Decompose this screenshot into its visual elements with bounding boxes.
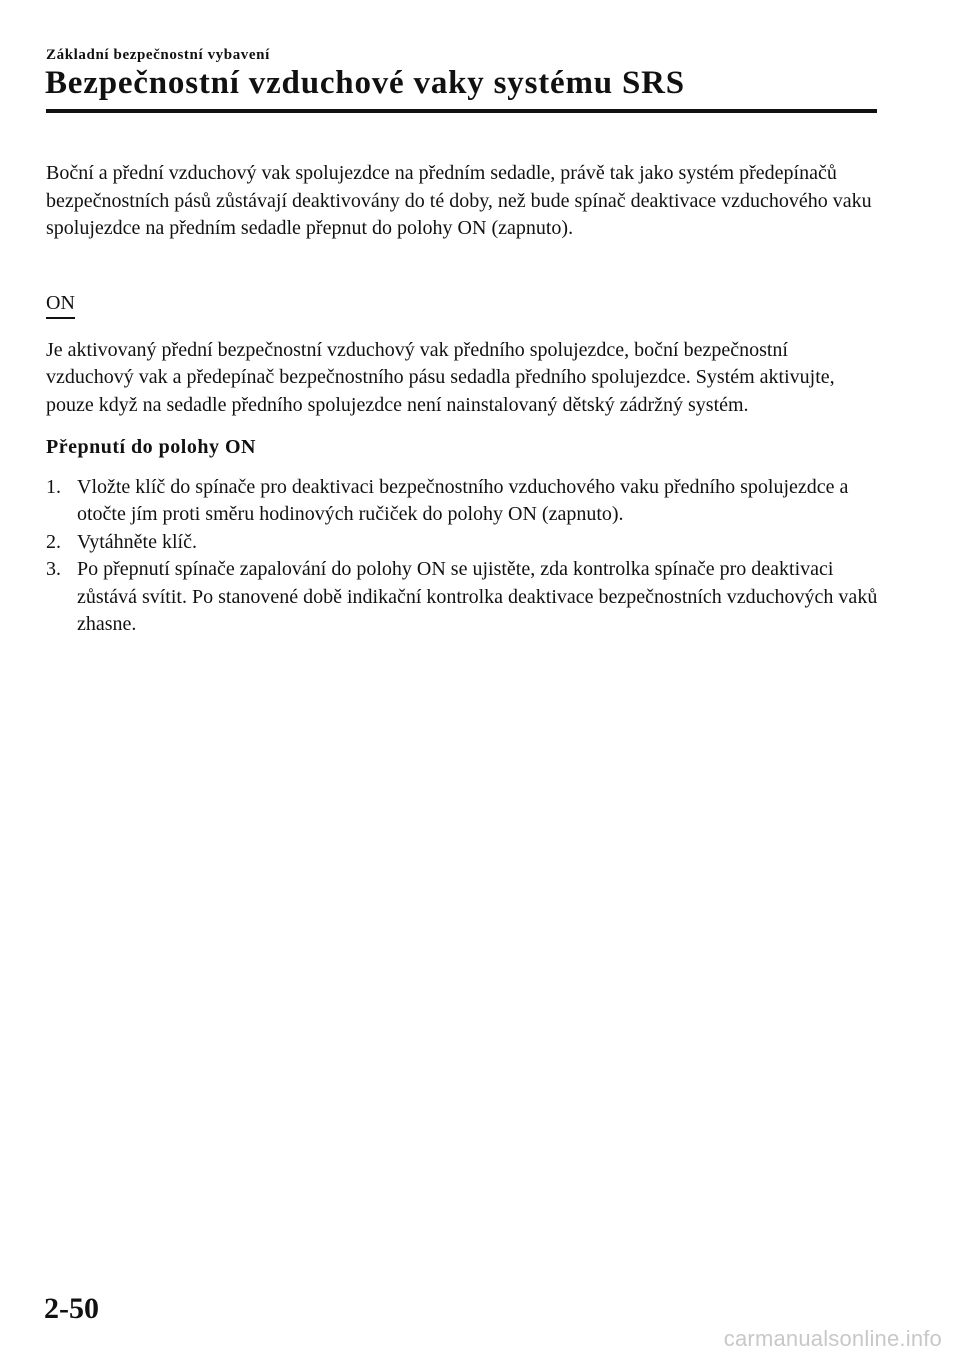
page-content [46,160,878,639]
on-heading: ON [46,291,75,319]
section-label: Základní bezpečnostní vybavení [46,47,270,63]
step-number: 2. [46,530,61,553]
intro-paragraph: Boční a přední vzduchový vak spolujezdce na předním sedadle, právě tak jako systém předepínačů bezpečnostních pásů zůstávají deaktivovány do té doby, než bude spínač deaktivace vzduchového vaku spolujezdce na předním sedadle přepnut do polohy ON (zapnuto). [46,162,872,239]
step-item [46,556,878,639]
procedure-heading: Přepnutí do polohy ON [46,436,256,458]
title-rule [46,109,877,113]
on-description: Je aktivovaný přední bezpečnostní vzduchový vak předního spolujezdce, boční bezpečnostní vzduchový vak a předepínač bezpečnostního pásu sedadla předního spolujezdce. Systém aktivujte, pouze když na sedadle předního spolujezdce není nainstalovaný dětský zádržný systém. [46,338,835,416]
step-text: Po přepnutí spínače zapalování do polohy ON se ujistěte, zda kontrolka spínače pro deaktivaci zůstává svítit. Po stanovené době indikační kontrolka deaktivace bezpečnostních vzduchových vaků zhasne. [77,558,878,635]
step-number: 1. [46,475,61,498]
page-number: 2-50 [44,1292,99,1325]
watermark: carmanualsonline.info [723,1326,942,1351]
step-text: Vytáhněte klíč. [77,530,197,553]
step-item [46,529,878,557]
procedure-steps [46,474,878,639]
step-number: 3. [46,558,61,580]
step-item [46,474,878,529]
page-title: Bezpečnostní vzduchové vaky systému SRS [45,65,685,101]
step-text: Vložte klíč do spínače pro deaktivaci bezpečnostního vzduchového vaku předního spolujezdce a otočte jím proti směru hodinových ručiček do polohy ON (zapnuto). [77,475,849,525]
